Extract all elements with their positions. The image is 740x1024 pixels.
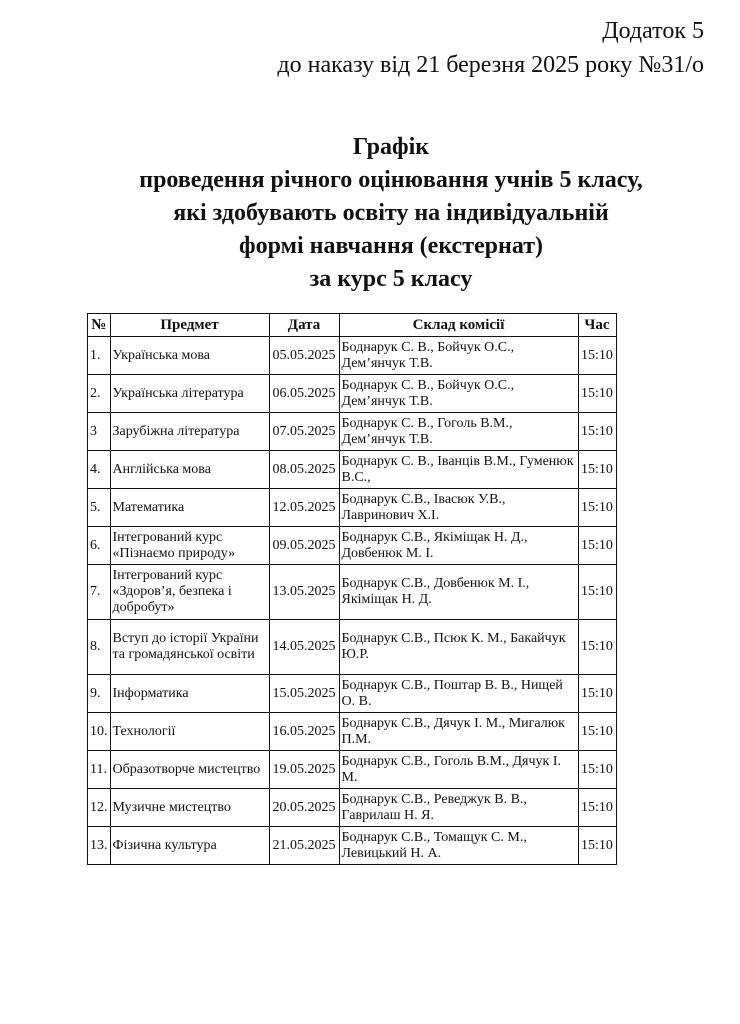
commission-cell: Боднарук С.В., Реведжук В. В., Гаврилаш Н. Я.	[339, 789, 578, 827]
subject-cell: Вступ до історії України та громадянської освіти	[110, 620, 269, 675]
title-line-2: проведення річного оцінювання учнів 5 класу,	[139, 167, 643, 193]
title-line-1: Графік	[352, 134, 430, 160]
commission-cell: Боднарук С.В., Томащук С. М., Левицький Н. А.	[339, 827, 578, 865]
time-cell: 15:10	[578, 675, 616, 713]
time-cell: 15:10	[578, 413, 616, 451]
document-header	[277, 14, 704, 82]
row-number: 10.	[88, 713, 111, 751]
row-number: 8.	[88, 620, 111, 675]
table-row	[88, 527, 617, 565]
date-cell: 09.05.2025	[269, 527, 339, 565]
schedule-table	[87, 313, 617, 865]
date-cell: 07.05.2025	[269, 413, 339, 451]
commission-cell: Боднарук С.В., Гоголь В.М., Дячук І. М.	[339, 751, 578, 789]
row-number: 11.	[88, 751, 111, 789]
header-num: №	[88, 314, 111, 337]
date-cell: 12.05.2025	[269, 489, 339, 527]
table-row	[88, 489, 617, 527]
date-cell: 19.05.2025	[269, 751, 339, 789]
table-body	[88, 337, 617, 865]
order-reference: до наказу від 21 березня 2025 року №31/о	[277, 52, 704, 78]
row-number: 3	[88, 413, 111, 451]
date-cell: 21.05.2025	[269, 827, 339, 865]
time-cell: 15:10	[578, 565, 616, 620]
commission-cell: Боднарук С.В., Довбенюк М. І., Якіміщак Н. Д.	[339, 565, 578, 620]
appendix-label: Додаток 5	[602, 18, 704, 44]
time-cell: 15:10	[578, 489, 616, 527]
subject-cell: Інтегрований курс «Пізнаємо природу»	[110, 527, 269, 565]
table-row	[88, 751, 617, 789]
time-cell: 15:10	[578, 375, 616, 413]
row-number: 12.	[88, 789, 111, 827]
table-row	[88, 713, 617, 751]
table-row	[88, 620, 617, 675]
date-cell: 05.05.2025	[269, 337, 339, 375]
row-number: 2.	[88, 375, 111, 413]
header-subject: Предмет	[110, 314, 269, 337]
table-row	[88, 565, 617, 620]
time-cell: 15:10	[578, 620, 616, 675]
date-cell: 16.05.2025	[269, 713, 339, 751]
date-cell: 15.05.2025	[269, 675, 339, 713]
time-cell: 15:10	[578, 337, 616, 375]
date-cell: 08.05.2025	[269, 451, 339, 489]
table-row	[88, 827, 617, 865]
row-number: 6.	[88, 527, 111, 565]
subject-cell: Музичне мистецтво	[110, 789, 269, 827]
commission-cell: Боднарук С.В., Псюк К. М., Бакайчук Ю.Р.	[339, 620, 578, 675]
subject-cell: Образотворче мистецтво	[110, 751, 269, 789]
time-cell: 15:10	[578, 789, 616, 827]
commission-cell: Боднарук С. В., Бойчук О.С., Дем’янчук Т.В.	[339, 337, 578, 375]
time-cell: 15:10	[578, 713, 616, 751]
header-commission: Склад комісії	[339, 314, 578, 337]
commission-cell: Боднарук С. В., Гоголь В.М., Дем’янчук Т.В.	[339, 413, 578, 451]
table-row	[88, 451, 617, 489]
subject-cell: Зарубіжна література	[110, 413, 269, 451]
header-date: Дата	[269, 314, 339, 337]
subject-cell: Інтегрований курс «Здоров’я, безпека і добробут»	[110, 565, 269, 620]
title-line-4: формі навчання (екстернат)	[239, 233, 543, 259]
subject-cell: Інформатика	[110, 675, 269, 713]
subject-cell: Фізична культура	[110, 827, 269, 865]
subject-cell: Математика	[110, 489, 269, 527]
table-row	[88, 337, 617, 375]
time-cell: 15:10	[578, 827, 616, 865]
subject-cell: Англійська мова	[110, 451, 269, 489]
table-row	[88, 413, 617, 451]
row-number: 7.	[88, 565, 111, 620]
row-number: 9.	[88, 675, 111, 713]
table-row	[88, 789, 617, 827]
row-number: 5.	[88, 489, 111, 527]
row-number: 4.	[88, 451, 111, 489]
date-cell: 14.05.2025	[269, 620, 339, 675]
title-line-3: які здобувають освіту на індивідуальній	[173, 200, 609, 226]
title-line-5: за курс 5 класу	[309, 266, 473, 292]
subject-cell: Українська література	[110, 375, 269, 413]
commission-cell: Боднарук С.В., Поштар В. В., Нищей О. В.	[339, 675, 578, 713]
date-cell: 13.05.2025	[269, 565, 339, 620]
commission-cell: Боднарук С.В., Якіміщак Н. Д., Довбенюк М. І.	[339, 527, 578, 565]
subject-cell: Технології	[110, 713, 269, 751]
time-cell: 15:10	[578, 527, 616, 565]
commission-cell: Боднарук С. В., Бойчук О.С., Дем’янчук Т.В.	[339, 375, 578, 413]
commission-cell: Боднарук С. В., Іванців В.М., Гуменюк В.С.,	[339, 451, 578, 489]
header-time: Час	[578, 314, 616, 337]
date-cell: 20.05.2025	[269, 789, 339, 827]
table-row	[88, 375, 617, 413]
table-header-row	[88, 314, 617, 337]
time-cell: 15:10	[578, 751, 616, 789]
commission-cell: Боднарук С.В., Івасюк У.В., Лавринович Х.І.	[339, 489, 578, 527]
document-title	[0, 131, 740, 296]
commission-cell: Боднарук С.В., Дячук І. М., Мигалюк П.М.	[339, 713, 578, 751]
table-row	[88, 675, 617, 713]
date-cell: 06.05.2025	[269, 375, 339, 413]
row-number: 1.	[88, 337, 111, 375]
row-number: 13.	[88, 827, 111, 865]
subject-cell: Українська мова	[110, 337, 269, 375]
time-cell: 15:10	[578, 451, 616, 489]
